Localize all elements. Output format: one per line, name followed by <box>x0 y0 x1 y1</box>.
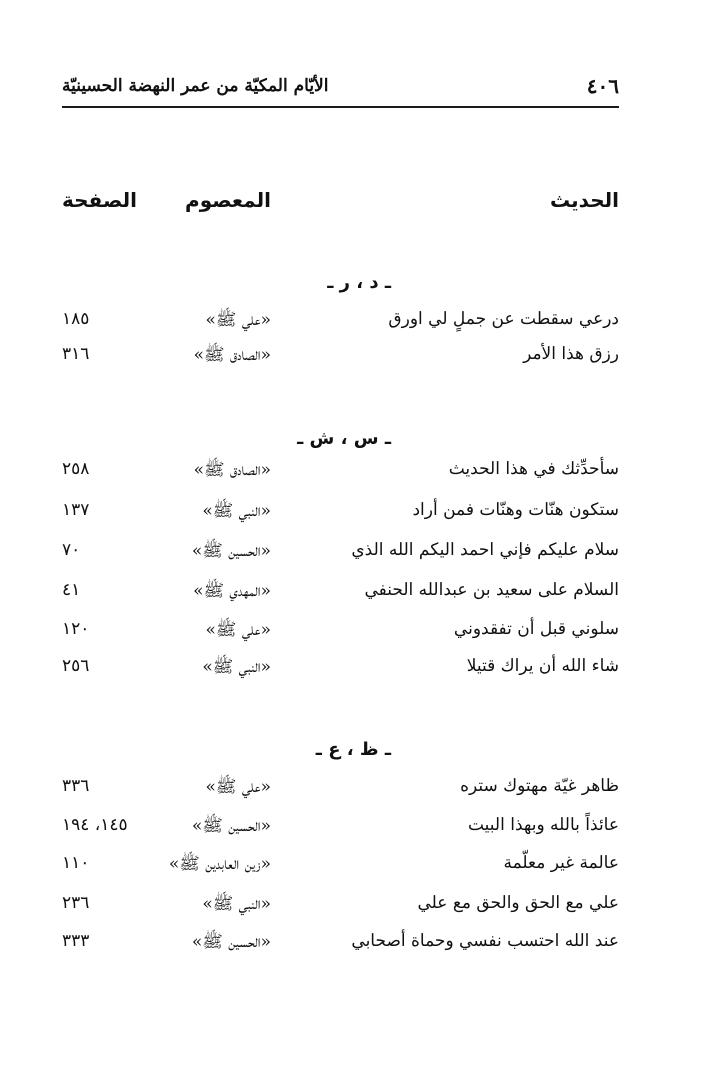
hadith-text: ستكون هنّات وهنّات فمن أراد <box>412 500 619 520</box>
hadith-text: سلام عليكم فإني احمد اليكم الله الذي <box>351 540 619 560</box>
header-rule <box>62 106 619 108</box>
running-title: الأيّام المكيّة من عمر النهضة الحسينيّة <box>62 76 329 96</box>
hadith-text: درعي سقطت عن جملٍ لي اورق <box>388 309 619 329</box>
page-reference: ٣٣٦ <box>62 776 90 796</box>
masum-name: «النبي ﷺ» <box>202 657 271 677</box>
masum-name: «النبي ﷺ» <box>202 894 271 914</box>
index-row <box>62 656 619 686</box>
hadith-text: شاء الله أن يراك قتيلا <box>466 656 619 676</box>
column-heading-page: الصفحة <box>62 188 138 212</box>
column-heading-hadith: الحديث <box>549 188 619 212</box>
page-reference: ٣١٦ <box>62 344 90 364</box>
hadith-text: ظاهر غيّة مهتوك ستره <box>460 776 619 796</box>
hadith-text: سأحدِّثك في هذا الحديث <box>448 459 619 479</box>
column-heading-masum: المعصوم <box>185 188 271 212</box>
page-reference: ٢٥٦ <box>62 656 90 676</box>
index-row <box>62 931 619 961</box>
hadith-text: عند الله احتسب نفسي وحماة أصحابي <box>351 931 619 951</box>
index-row <box>62 580 619 610</box>
hadith-text: سلوني قبل أن تفقدوني <box>453 619 619 639</box>
index-row <box>62 853 619 883</box>
hadith-text: عالمة غير معلّمة <box>503 853 619 873</box>
page-reference: ٣٣٣ <box>62 931 90 951</box>
hadith-text: رزق هذا الأمر <box>523 344 619 364</box>
hadith-text: عائذاً بالله وبهذا البيت <box>467 815 619 835</box>
masum-name: «الحسين ﷺ» <box>191 932 271 952</box>
index-row <box>62 459 619 489</box>
index-row <box>62 893 619 923</box>
masum-name: «الصادق ﷺ» <box>193 460 271 480</box>
page-reference: ١٤٥، ١٩٤ <box>62 815 128 835</box>
hadith-text: علي مع الحق والحق مع علي <box>417 893 619 913</box>
masum-name: «المهدي ﷺ» <box>193 581 271 601</box>
page-number: ٤٠٦ <box>586 74 619 98</box>
index-row <box>62 344 619 374</box>
masum-name: «الحسين ﷺ» <box>191 816 271 836</box>
index-row <box>62 776 619 806</box>
section-heading: ـ ظ ، ع ـ <box>315 739 391 760</box>
masum-name: «زين العابدين ﷺ» <box>168 854 271 874</box>
page-reference: ٢٣٦ <box>62 893 90 913</box>
index-row <box>62 619 619 649</box>
masum-name: «الحسين ﷺ» <box>191 541 271 561</box>
masum-name: «علي ﷺ» <box>205 777 271 797</box>
masum-name: «الصادق ﷺ» <box>193 345 271 365</box>
page-reference: ١٢٠ <box>62 619 90 639</box>
index-row <box>62 815 619 845</box>
page-reference: ٤١ <box>62 580 81 600</box>
index-row <box>62 540 619 570</box>
index-row <box>62 309 619 339</box>
running-header <box>62 74 619 106</box>
section-heading: ـ س ، ش ـ <box>297 428 391 449</box>
page-reference: ١١٠ <box>62 853 90 873</box>
masum-name: «علي ﷺ» <box>205 620 271 640</box>
hadith-text: السلام على سعيد بن عبدالله الحنفي <box>364 580 619 600</box>
index-row <box>62 500 619 530</box>
page-reference: ٢٥٨ <box>62 459 90 479</box>
page-reference: ١٨٥ <box>62 309 90 329</box>
page-reference: ١٣٧ <box>62 500 90 520</box>
masum-name: «النبي ﷺ» <box>202 501 271 521</box>
section-heading: ـ د ، ر ـ <box>327 272 391 293</box>
masum-name: «علي ﷺ» <box>205 310 271 330</box>
page-reference: ٧٠ <box>62 540 81 560</box>
